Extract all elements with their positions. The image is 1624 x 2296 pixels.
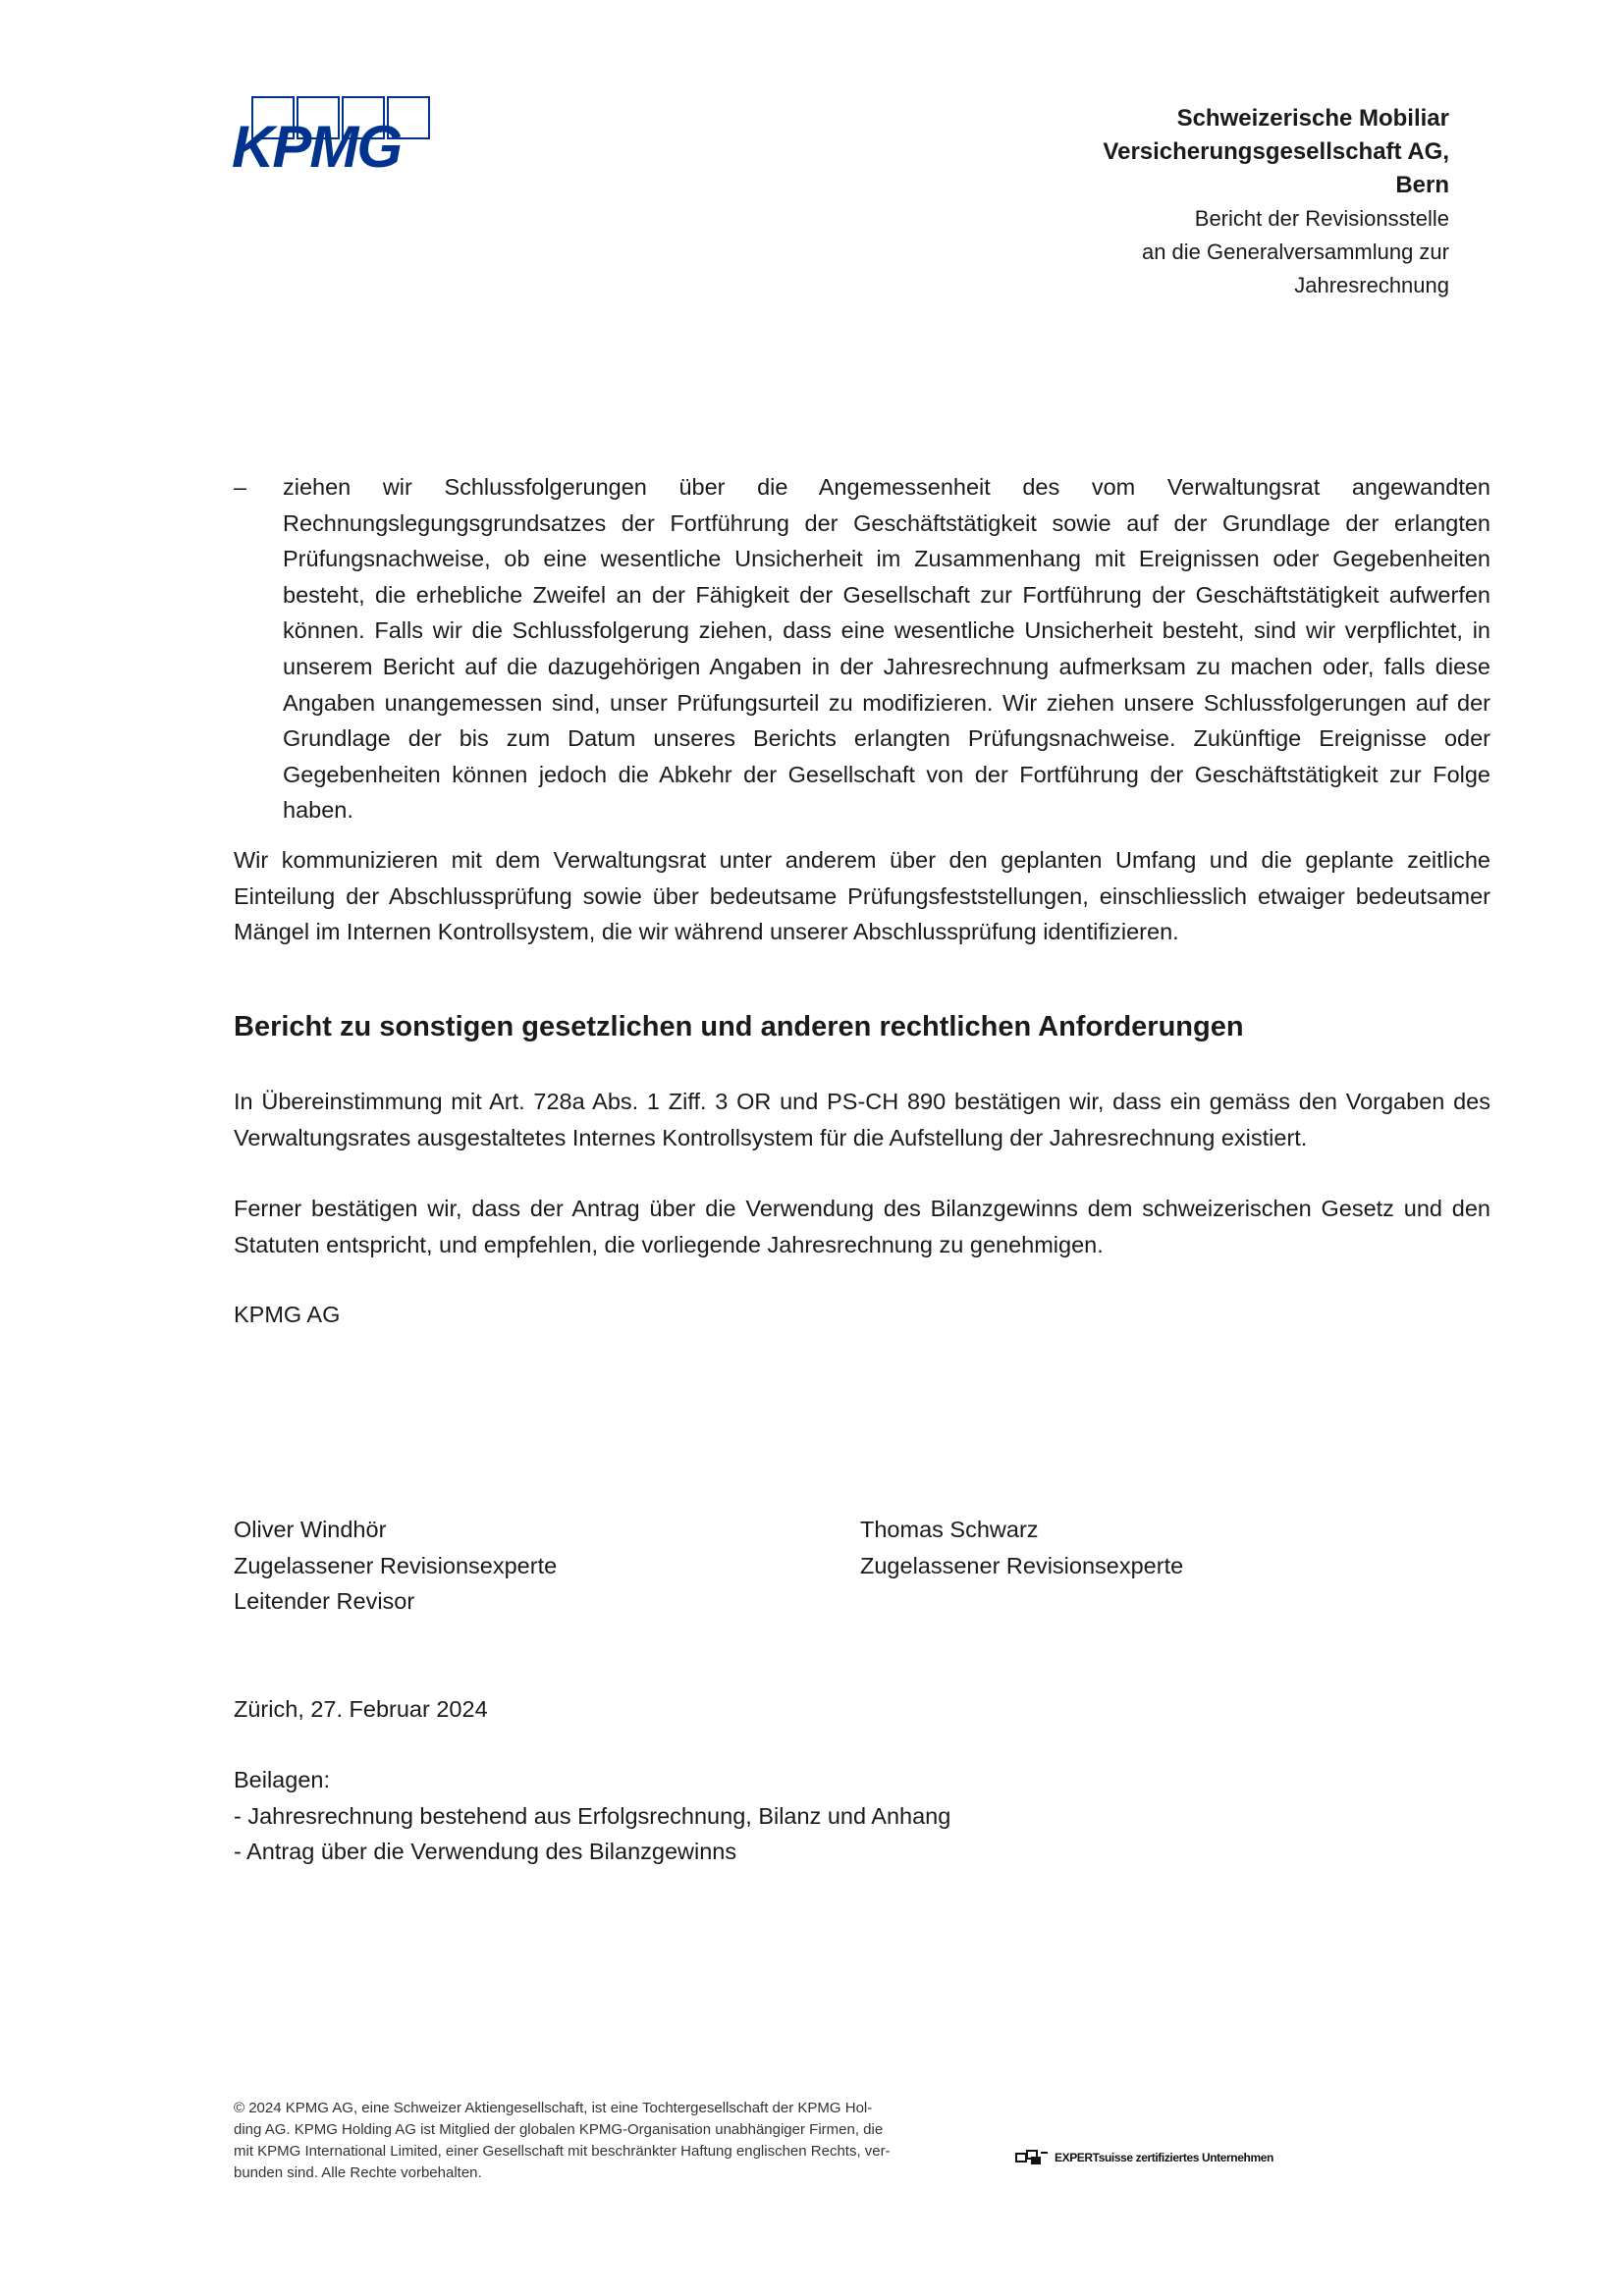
signatory-title: Zugelassener Revisionsexperte bbox=[860, 1552, 1184, 1578]
signatory-name: Oliver Windhör bbox=[234, 1517, 387, 1542]
company-name-line3: Bern bbox=[1395, 172, 1449, 198]
firm-name: KPMG AG bbox=[234, 1302, 341, 1327]
report-title-line1: Bericht der Revisionsstelle bbox=[1194, 206, 1449, 231]
paragraph-communication: Wir kommunizieren mit dem Verwaltungsrat unter anderem über den geplanten Umfang und die geplante zeitliche Einteilung der Abschlussprüfung sowie über bedeutsame Prüfungsfeststellungen, einschliesslich etwaiger bedeutsamer Mängel im Internen Kontrollsystem, die wir während unserer Abschlussprüfung identifizieren. bbox=[234, 847, 1490, 945]
certification-text: EXPERTsuisse zertifiziertes Unternehmen bbox=[1055, 2151, 1273, 2164]
footer-line: bunden sind. Alle Rechte vorbehalten. bbox=[234, 2164, 482, 2181]
legal-footer bbox=[234, 2098, 980, 2184]
place-date: Zürich, 27. Februar 2024 bbox=[234, 1696, 488, 1722]
company-name-line1: Schweizerische Mobiliar bbox=[1176, 105, 1449, 132]
footer-line: © 2024 KPMG AG, eine Schweizer Aktiengesellschaft, ist eine Tochtergesellschaft der KPMG Hol- bbox=[234, 2100, 873, 2116]
certification-badge bbox=[1015, 2146, 1273, 2169]
company-name-line2: Versicherungsgesellschaft AG, bbox=[1103, 138, 1449, 165]
paragraph-internal-control: In Übereinstimmung mit Art. 728a Abs. 1 Ziff. 3 OR und PS-CH 890 bestätigen wir, dass ein gemäss den Vorgaben des Verwaltungsrates ausgestaltetes Internes Kontrollsystem für die Aufstellung der Jahresrechnung existiert. bbox=[234, 1089, 1490, 1150]
document-header bbox=[1103, 102, 1449, 302]
section-heading: Bericht zu sonstigen gesetzlichen und anderen rechtlichen Anforderungen bbox=[234, 1011, 1244, 1042]
signatory-role: Leitender Revisor bbox=[234, 1588, 415, 1615]
footer-line: mit KPMG International Limited, einer Gesellschaft mit beschränkter Haftung englischen Rechts, ver- bbox=[234, 2143, 891, 2160]
enclosure-item: - Antrag über die Verwendung des Bilanzgewinns bbox=[234, 1839, 737, 1865]
logo-text: KPMG bbox=[232, 114, 401, 180]
kpmg-logo bbox=[232, 96, 428, 179]
expertsuisse-logo-icon bbox=[1015, 2149, 1049, 2166]
report-title-line2: an die Generalversammlung zur bbox=[1141, 240, 1449, 264]
paragraph-confirmation: Ferner bestätigen wir, dass der Antrag über die Verwendung des Bilanzgewinns dem schweizerischen Gesetz und den Statuten entspricht, und empfehlen, die vorliegende Jahresrechnung zu genehmigen. bbox=[234, 1196, 1490, 1257]
footer-line: ding AG. KPMG Holding AG ist Mitglied der globalen KPMG-Organisation unabhängiger Firmen, die bbox=[234, 2121, 884, 2138]
signatory-right bbox=[860, 1512, 1183, 1583]
enclosures-label: Beilagen: bbox=[234, 1767, 330, 1792]
report-title-line3: Jahresrechnung bbox=[1294, 273, 1449, 297]
bullet-text: ziehen wir Schlussfolgerungen über die Angemessenheit des vom Verwaltungsrat angewandten Rechnungslegungsgrundsatzes der Fortführung der Geschäftstätigkeit sowie auf der Grundlage der erlangten Prüfungsnachweise, ob eine wesentliche Unsicherheit im Zusammenhang mit Ereignissen oder Gegebenheiten besteht, die erhebliche Zweifel an der Fähigkeit der Gesellschaft zur Fortführung der Geschäftstätigkeit aufwerfen können. Falls wir die Schlussfolgerung ziehen, dass eine wesentliche Unsicherheit besteht, sind wir verpflichtet, in unserem Bericht auf die dazugehörigen Angaben in der Jahresrechnung aufmerksam zu machen oder, falls diese Angaben unangemessen sind, unser Prüfungsurteil zu modifizieren. Wir ziehen unsere Schlussfolgerungen auf der Grundlage der bis zum Datum unseres Berichts erlangten Prüfungsnachweise. Zukünftige Ereignisse oder Gegebenheiten können jedoch die Abkehr der Gesellschaft von der Fortführung der Geschäftstätigkeit zur Folge haben. bbox=[283, 474, 1490, 824]
enclosures bbox=[234, 1762, 1490, 1870]
signatory-left bbox=[234, 1512, 557, 1620]
signatory-name: Thomas Schwarz bbox=[860, 1517, 1039, 1542]
enclosure-item: - Jahresrechnung bestehend aus Erfolgsrechnung, Bilanz und Anhang bbox=[234, 1802, 951, 1829]
signatory-title: Zugelassener Revisionsexperte bbox=[234, 1552, 558, 1578]
bullet-dash: – bbox=[234, 474, 247, 500]
bullet-item bbox=[234, 469, 1490, 828]
